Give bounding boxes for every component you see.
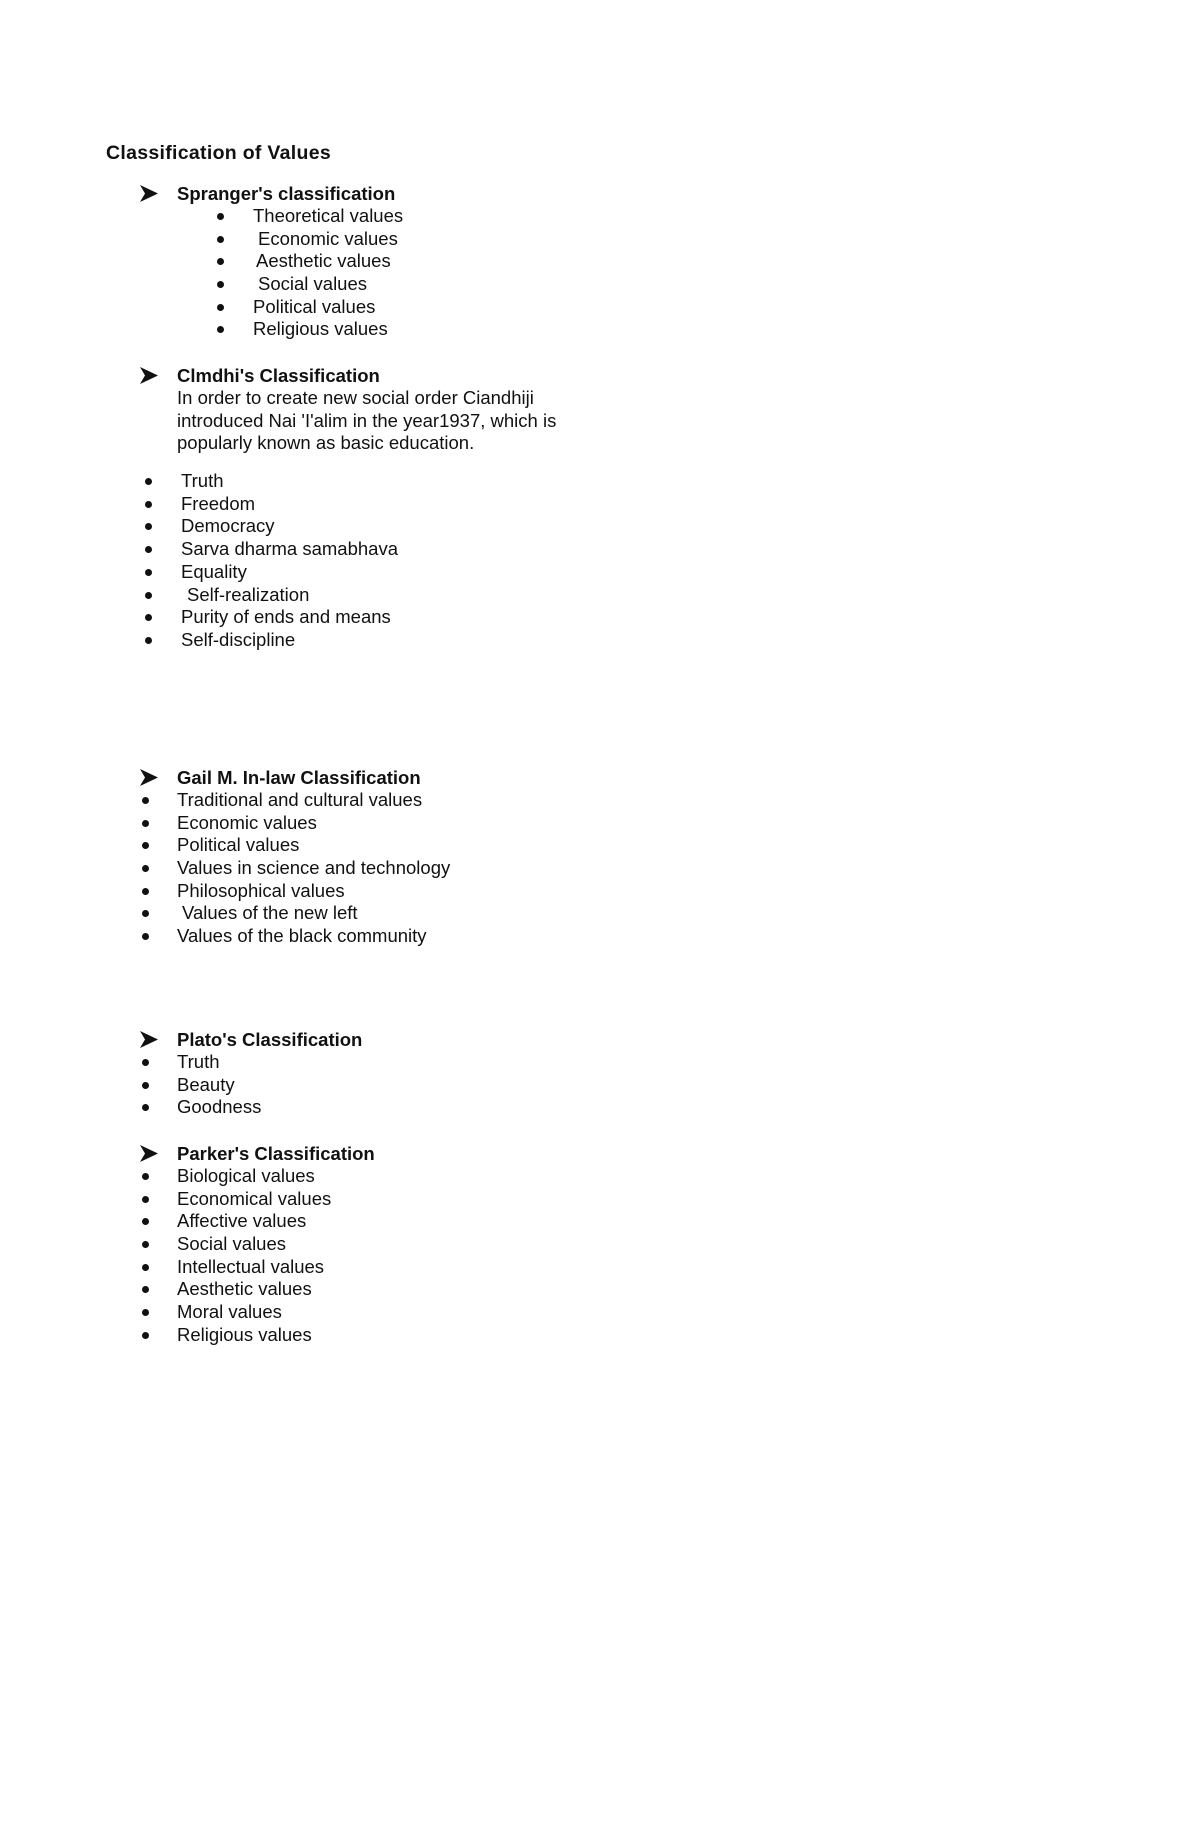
bullet-icon (145, 592, 152, 599)
bullet-icon (145, 569, 152, 576)
list-item: Theoretical values (140, 205, 840, 228)
bullet-icon (142, 1332, 149, 1339)
bullet-icon (142, 842, 149, 849)
bullet-icon (142, 797, 149, 804)
section-spranger (140, 182, 840, 341)
bullet-icon (145, 637, 152, 644)
arrow-bullet-icon (140, 185, 158, 202)
section-inlaw (140, 766, 840, 948)
list-item: Democracy (140, 515, 840, 538)
list-item: Self-discipline (140, 629, 840, 652)
list-item: Self-realization (140, 584, 840, 607)
bullet-icon (142, 1173, 149, 1180)
list-item: Economical values (140, 1188, 840, 1211)
list-item: Social values (140, 273, 840, 296)
section-heading (140, 364, 840, 387)
list-item: Political values (140, 296, 840, 319)
arrow-bullet-icon (140, 1031, 158, 1048)
parker-list (140, 1165, 840, 1347)
section-gandhi (140, 364, 840, 652)
bullet-icon (142, 888, 149, 895)
bullet-icon (142, 910, 149, 917)
list-item: Goodness (140, 1096, 840, 1119)
list-item: Values of the black community (140, 925, 840, 948)
section-parker (140, 1142, 840, 1347)
list-item: Truth (140, 1051, 840, 1074)
bullet-icon (142, 1059, 149, 1066)
list-item: Economic values (140, 228, 840, 251)
bullet-icon (142, 1309, 149, 1316)
section-plato (140, 1028, 840, 1119)
bullet-icon (217, 326, 224, 333)
list-item: Sarva dharma samabhava (140, 538, 840, 561)
bullet-icon (142, 1286, 149, 1293)
bullet-icon (217, 213, 224, 220)
section-heading (140, 1028, 840, 1051)
bullet-icon (142, 820, 149, 827)
arrow-bullet-icon (140, 769, 158, 786)
bullet-icon (217, 258, 224, 265)
list-item: Philosophical values (140, 880, 840, 903)
list-item: Religious values (140, 1324, 840, 1347)
list-item: Purity of ends and means (140, 606, 840, 629)
list-item: Political values (140, 834, 840, 857)
list-item: Values of the new left (140, 902, 840, 925)
list-item: Aesthetic values (140, 1278, 840, 1301)
spranger-list (140, 205, 840, 341)
section-heading-label: Spranger's classification (177, 183, 396, 204)
list-item: Values in science and technology (140, 857, 840, 880)
bullet-icon (217, 281, 224, 288)
list-item: Freedom (140, 493, 840, 516)
bullet-icon (142, 865, 149, 872)
section-heading (140, 766, 840, 789)
bullet-icon (145, 478, 152, 485)
bullet-icon (217, 304, 224, 311)
bullet-icon (145, 501, 152, 508)
section-paragraph: In order to create new social order Ciandhiji introduced Nai 'I'alim in the year1937, which is popularly known as basic education. (177, 387, 557, 454)
list-item: Economic values (140, 812, 840, 835)
document-title: Classification of Values (106, 142, 332, 164)
list-item: Traditional and cultural values (140, 789, 840, 812)
list-item: Intellectual values (140, 1256, 840, 1279)
inlaw-list (140, 789, 840, 948)
bullet-icon (217, 236, 224, 243)
list-item: Moral values (140, 1301, 840, 1324)
section-heading-label: Clmdhi's Classification (177, 365, 380, 386)
section-heading (140, 182, 840, 205)
section-heading-label: Parker's Classification (177, 1143, 375, 1164)
list-item: Aesthetic values (140, 250, 840, 273)
section-heading-label: Plato's Classification (177, 1029, 363, 1050)
bullet-icon (142, 1241, 149, 1248)
bullet-icon (142, 1104, 149, 1111)
list-item: Social values (140, 1233, 840, 1256)
list-item: Religious values (140, 318, 840, 341)
list-item: Biological values (140, 1165, 840, 1188)
section-heading (140, 1142, 840, 1165)
bullet-icon (142, 1196, 149, 1203)
list-item: Beauty (140, 1074, 840, 1097)
bullet-icon (145, 614, 152, 621)
list-item: Truth (140, 470, 840, 493)
bullet-icon (145, 523, 152, 530)
bullet-icon (142, 1264, 149, 1271)
list-item: Affective values (140, 1210, 840, 1233)
bullet-icon (142, 1218, 149, 1225)
bullet-icon (142, 1082, 149, 1089)
gandhi-list (140, 470, 840, 652)
list-item: Equality (140, 561, 840, 584)
arrow-bullet-icon (140, 1145, 158, 1162)
section-heading-label: Gail M. In-law Classification (177, 767, 421, 788)
plato-list (140, 1051, 840, 1119)
bullet-icon (142, 933, 149, 940)
bullet-icon (145, 546, 152, 553)
arrow-bullet-icon (140, 367, 158, 384)
